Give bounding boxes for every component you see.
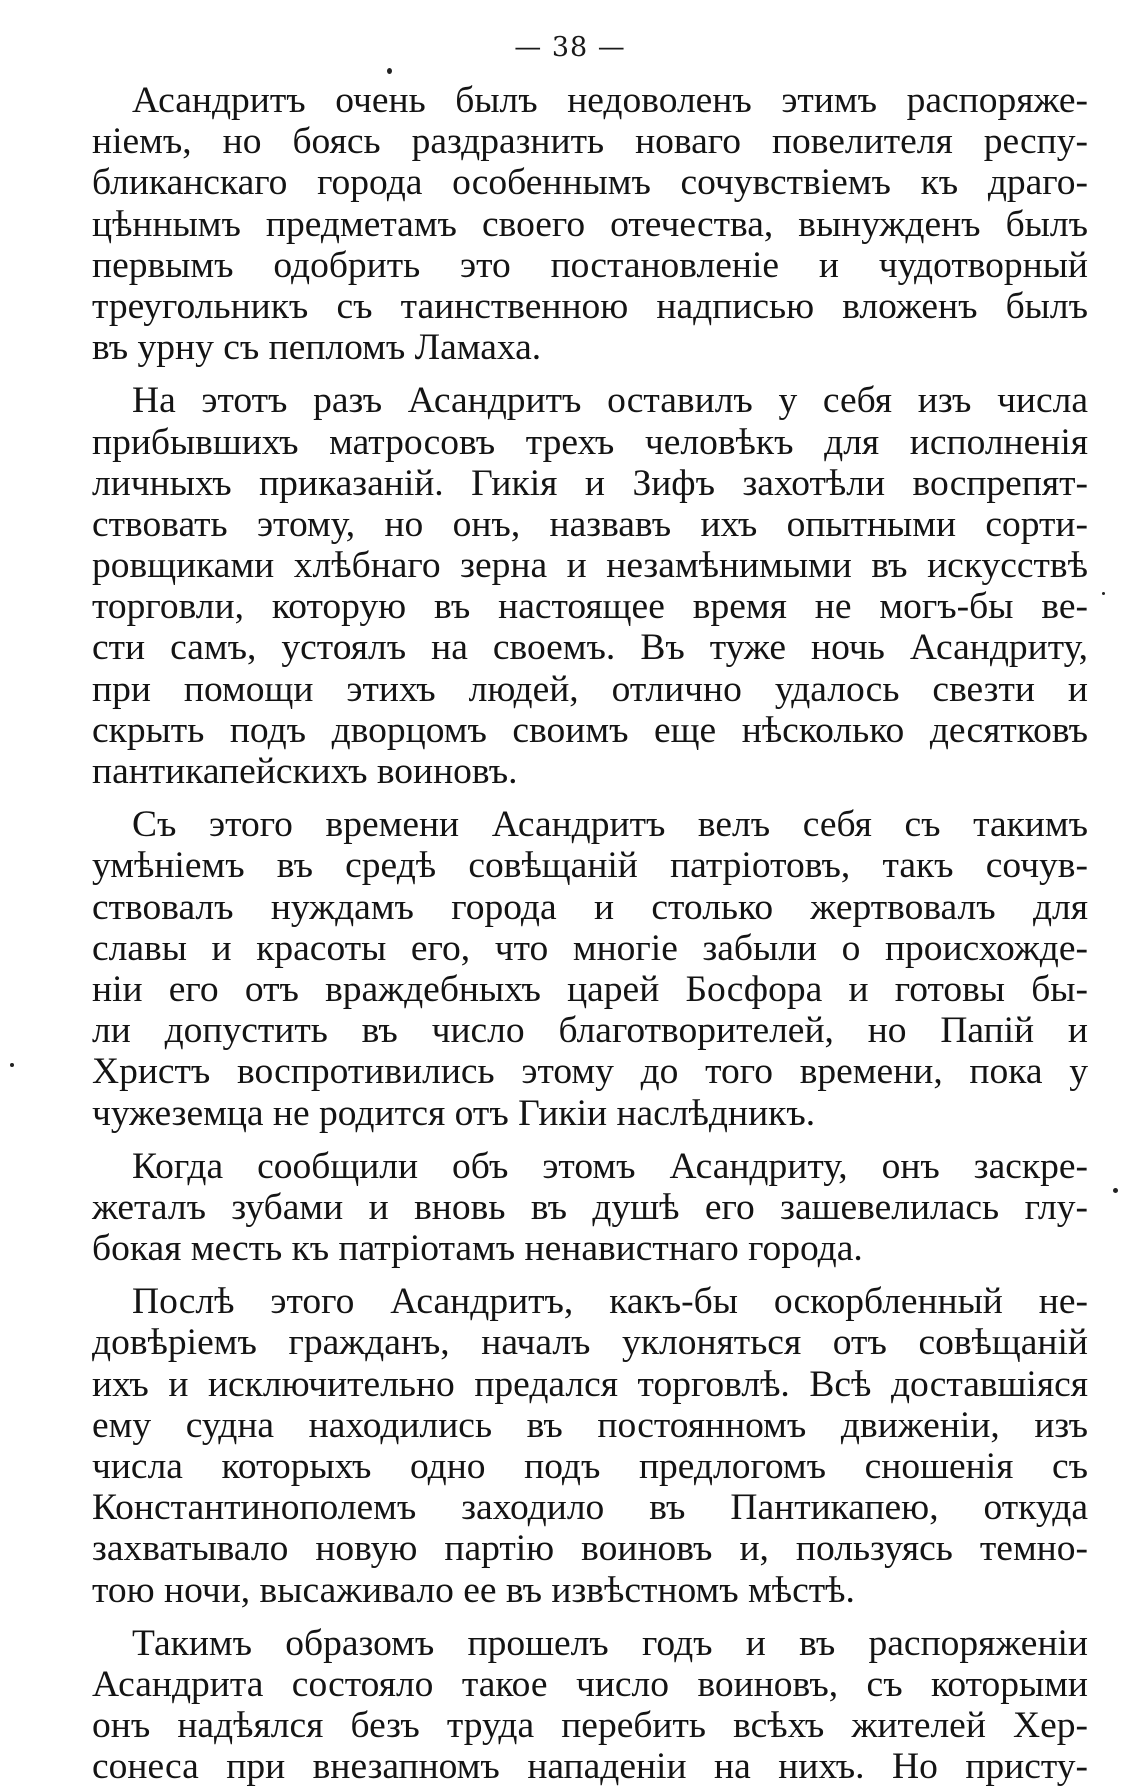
text-line: ихъ и исключительно предался торговлѣ. Всѣ доставшіяся <box>92 1363 1088 1405</box>
paragraph-gap <box>92 1134 1088 1146</box>
text-line: тою ночи, высаживало ее въ извѣстномъ мѣстѣ. <box>92 1569 855 1611</box>
text-line: Послѣ этого Асандритъ, какъ-бы оскорбленный не- <box>132 1281 1088 1323</box>
text-line: прибывшихъ матросовъ трехъ человѣкъ для исполненія <box>92 421 1088 463</box>
text-line: сонеса при внезапномъ нападеніи на нихъ. Но присту- <box>92 1746 1088 1786</box>
text-line: ніи его отъ враждебныхъ царей Босфора и готовы бы- <box>92 968 1088 1010</box>
text-line: жеталъ зубами и вновь въ душѣ его зашевелилась глу- <box>92 1186 1088 1228</box>
paragraph <box>92 80 1088 368</box>
text-line: чужеземца не родится отъ Гикіи наслѣдникъ. <box>92 1092 816 1134</box>
text-line: цѣннымъ предметамъ своего отечества, вынужденъ былъ <box>92 203 1088 245</box>
text-line: Христъ воспротивились этому до того времени, пока у <box>92 1051 1088 1093</box>
text-line: Такимъ образомъ прошелъ годъ и въ распоряженіи <box>132 1622 1088 1664</box>
text-line: скрыть подъ дворцомъ своимъ еще нѣсколько десятковъ <box>92 709 1088 751</box>
text-line: Асандритъ очень былъ недоволенъ этимъ распоряже- <box>132 80 1088 121</box>
text-line: числа которыхъ одно подъ предлогомъ сношенія съ <box>92 1446 1088 1487</box>
text-line: ніемъ, но боясь раздразнить новаго повелителя респу- <box>92 121 1088 163</box>
paragraph-gap <box>92 1611 1088 1623</box>
paragraph <box>92 1146 1088 1270</box>
print-speck <box>10 1063 14 1067</box>
text-line: Константинополемъ заходило въ Пантикапею, откуда <box>92 1487 1088 1529</box>
text-line: въ урну съ пепломъ Ламаха. <box>92 327 542 369</box>
text-line: пантикапейскихъ воиновъ. <box>92 751 518 792</box>
print-speck <box>387 68 392 74</box>
paragraph-gap <box>92 368 1088 380</box>
paragraph-gap <box>92 1269 1088 1281</box>
text-line: довѣріемъ гражданъ, началъ уклоняться отъ совѣщаній <box>92 1322 1088 1364</box>
text-line: славы и красоты его, что многіе забыли о происхожде- <box>92 927 1088 969</box>
text-line: ствовать этому, но онъ, назвавъ ихъ опытными сорти- <box>92 503 1088 545</box>
text-line: торговли, которую въ настоящее время не могъ-бы ве- <box>92 586 1088 628</box>
text-line: бликанскаго города особеннымъ сочувствіемъ къ драго- <box>92 162 1088 204</box>
paragraph <box>92 380 1088 792</box>
body-text <box>92 80 1088 1786</box>
text-line: умѣніемъ въ средѣ совѣщаній патріотовъ, такъ сочув- <box>92 845 1088 887</box>
text-line: На этотъ разъ Асандритъ оставилъ у себя изъ числа <box>132 380 1088 422</box>
print-speck <box>1113 1188 1118 1193</box>
paragraph <box>92 1623 1088 1786</box>
text-line: ли допустить въ число благотворителей, но Папій и <box>92 1010 1088 1052</box>
print-speck <box>1102 592 1105 595</box>
text-line: ствовалъ нуждамъ города и столько жертвовалъ для <box>92 886 1088 928</box>
text-line: ровщиками хлѣбнаго зерна и незамѣнимыми въ искусствѣ <box>92 545 1088 587</box>
text-line: ему судна находились въ постоянномъ движеніи, изъ <box>92 1404 1088 1446</box>
page-number: — 38 — <box>514 32 626 63</box>
text-line: бокая месть къ патріотамъ ненавистнаго города. <box>92 1228 863 1270</box>
text-line: личныхъ приказаній. Гикія и Зифъ захотѣли воспрепят- <box>92 462 1088 504</box>
text-line: Съ этого времени Асандритъ велъ себя съ такимъ <box>132 804 1088 846</box>
paragraph <box>92 804 1088 1134</box>
text-line: Когда сообщили объ этомъ Асандриту, онъ заскре- <box>132 1145 1088 1187</box>
text-line: при помощи этихъ людей, отлично удалось свезти и <box>92 668 1088 710</box>
text-line: сти самъ, устоялъ на своемъ. Въ туже ночь Асандриту, <box>92 627 1088 669</box>
paragraph <box>92 1281 1088 1611</box>
text-line: первымъ одобрить это постановленіе и чудотворный <box>92 244 1088 286</box>
text-line: Асандрита состояло такое число воиновъ, съ которыми <box>92 1663 1088 1705</box>
text-line: онъ надѣялся безъ труда перебить всѣхъ жителей Хер- <box>92 1705 1088 1747</box>
text-line: треугольникъ съ таинственною надписью вложенъ былъ <box>92 285 1088 327</box>
text-line: захватывало новую партію воиновъ и, пользуясь темно- <box>92 1528 1088 1570</box>
paragraph-gap <box>92 792 1088 804</box>
